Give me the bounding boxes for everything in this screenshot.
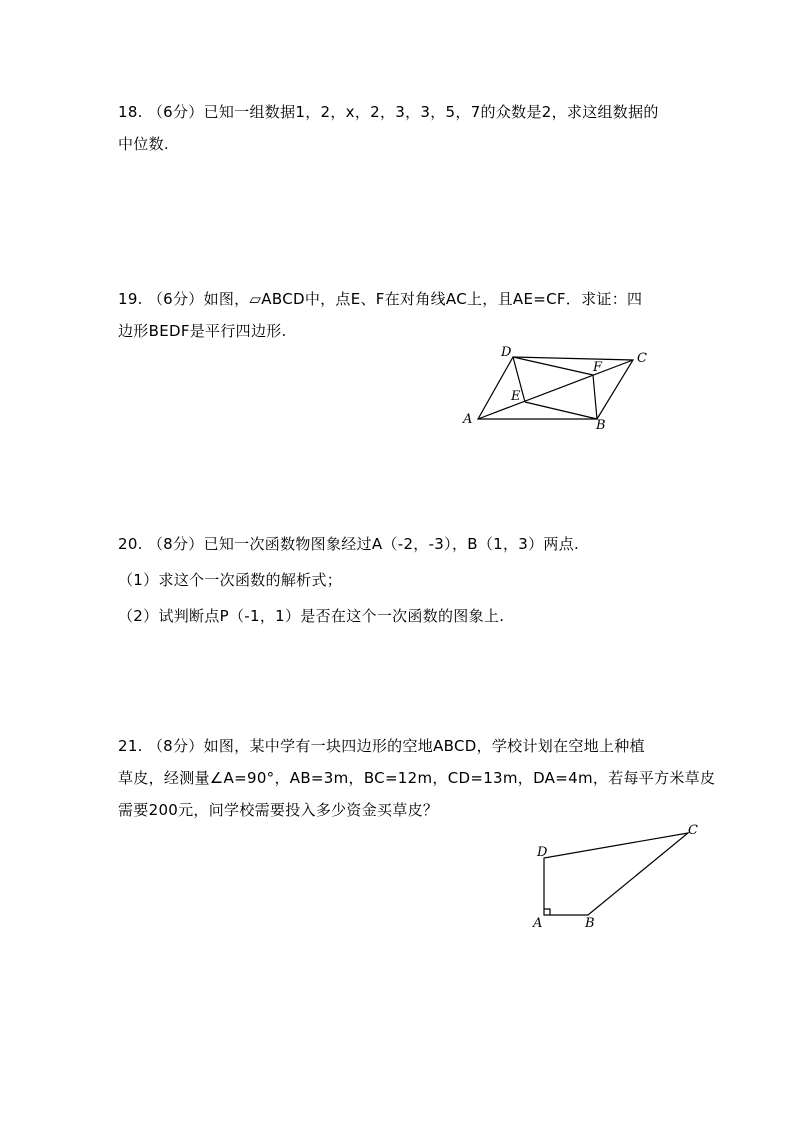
diagonal-ac xyxy=(478,360,633,419)
q19-parallelogram-figure xyxy=(455,340,655,435)
q20-line-1: 20. （8分）已知一次函数物图象经过A（-2，-3），B（1，3）两点. xyxy=(118,535,580,553)
segment-eb xyxy=(525,402,597,419)
q19-line-2: 边形BEDF是平行四边形. xyxy=(118,322,287,340)
q21-line-1: 21. （8分）如图，某中学有一块四边形的空地ABCD，学校计划在空地上种植 xyxy=(118,737,645,755)
label-b: B xyxy=(585,916,595,931)
q20-part-1: （1）求这个一次函数的解析式； xyxy=(118,571,343,589)
label-f: F xyxy=(593,360,603,375)
q21-line-2: 草皮，经测量∠A=90°，AB=3m，BC=12m，CD=13m，DA=4m，若每平方米草皮 xyxy=(118,769,716,787)
q21-line-3: 需要200元，问学校需要投入多少资金买草皮？ xyxy=(118,801,439,819)
q21-quadrilateral-figure xyxy=(525,818,710,933)
label-a: A xyxy=(463,412,473,427)
q19-line-1: 19. （6分）如图，▱ABCD中，点E、F在对角线AC上，且AE=CF．求证：四 xyxy=(118,290,643,308)
right-angle-marker xyxy=(544,909,550,915)
label-c: C xyxy=(637,351,647,366)
label-b: B xyxy=(596,418,606,433)
label-d: D xyxy=(501,345,512,360)
segment-fd xyxy=(513,357,593,375)
label-d: D xyxy=(537,845,548,860)
label-c: C xyxy=(688,823,698,838)
q18-line-1: 18. （6分）已知一组数据1，2，x，2，3，3，5，7的众数是2，求这组数据的 xyxy=(118,103,659,121)
label-a: A xyxy=(533,916,543,931)
q18-line-2: 中位数. xyxy=(118,135,169,153)
quadrilateral-abcd xyxy=(544,833,688,915)
label-e: E xyxy=(511,389,521,404)
segment-bf xyxy=(593,375,597,419)
q20-part-2: （2）试判断点P（-1，1）是否在这个一次函数的图象上. xyxy=(118,607,505,625)
